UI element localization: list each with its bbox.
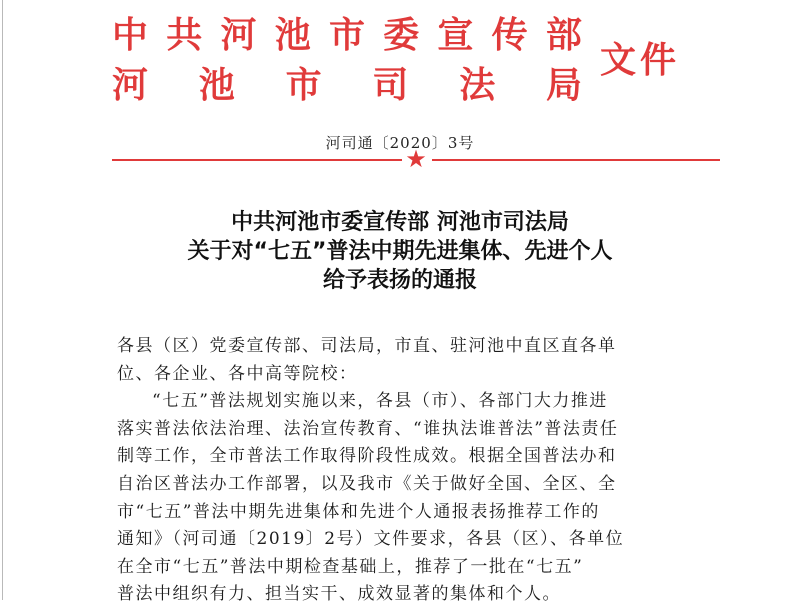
document-body xyxy=(117,333,705,609)
issuer-suffix: 文件 xyxy=(600,40,681,81)
issuer-char: 池 xyxy=(198,65,235,106)
issuer-char: 池 xyxy=(274,15,311,56)
issuer-char: 中 xyxy=(112,15,149,56)
issuer-char: 市 xyxy=(328,15,365,56)
title-line: 给予表扬的通报 xyxy=(322,268,477,293)
body-line: 各县（区）党委宣传部、司法局，市直、驻河池中直区直各单 xyxy=(117,336,617,356)
document-number: 河司通〔2020〕3号 xyxy=(325,134,475,152)
body-line: 在全市“七五”普法中期检查基础上，推荐了一批在“七五” xyxy=(117,556,584,577)
issuer-line-1 xyxy=(112,14,582,58)
document-title xyxy=(0,208,800,295)
body-line: “七五”普法规划实施以来，各县（市）、各部门大力推进 xyxy=(152,391,608,412)
red-rule-right xyxy=(432,159,720,161)
title-line: 中共河池市委宣传部 河池市司法局 xyxy=(231,210,569,235)
body-line: 落实普法依法治理、法治宣传教育、“谁执法谁普法”普法责任 xyxy=(117,418,619,439)
issuer-char: 河 xyxy=(112,65,149,106)
page-edge xyxy=(2,0,3,600)
red-rule-left xyxy=(112,159,402,161)
star-icon: ★ xyxy=(405,145,427,173)
issuer-char: 宣 xyxy=(437,15,474,56)
issuer-char: 传 xyxy=(491,15,528,56)
issuer-header xyxy=(112,14,712,114)
issuer-char: 部 xyxy=(545,15,582,56)
body-line: 自治区普法办工作部署，以及我市《关于做好全国、全区、全 xyxy=(117,473,617,494)
body-line: 制等工作，全市普法工作取得阶段性成效。根据全国普法办和 xyxy=(117,446,617,467)
body-line: 普法中组织有力、担当实干、成效显著的集体和个人。 xyxy=(117,584,561,605)
issuer-char: 委 xyxy=(383,15,420,56)
issuer-char: 法 xyxy=(459,65,496,106)
issuer-char: 河 xyxy=(220,15,257,56)
issuer-char: 共 xyxy=(166,15,203,56)
body-line: 市“七五”普法中期先进集体和先进个人通报表扬推荐工作的 xyxy=(117,501,600,522)
title-line: 关于对“七五”普法中期先进集体、先进个人 xyxy=(187,239,613,264)
issuer-line-2 xyxy=(112,64,582,108)
issuer-char: 司 xyxy=(372,65,409,106)
body-line: 位、各企业、各中高等院校： xyxy=(117,363,358,384)
issuer-char: 局 xyxy=(545,65,582,106)
issuer-char: 市 xyxy=(285,65,322,106)
body-line: 通知》（河司通〔2019〕2号）文件要求，各县（区）、各单位 xyxy=(117,529,625,550)
